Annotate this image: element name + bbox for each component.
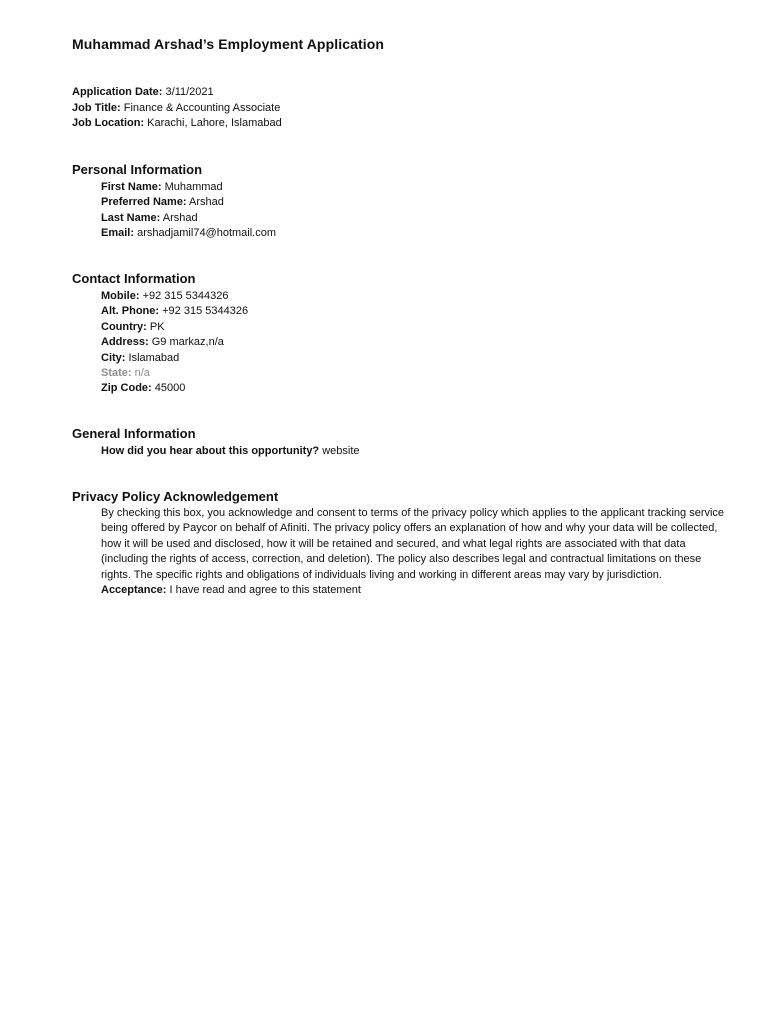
application-date-value: 3/11/2021 <box>165 86 214 98</box>
last-name-row <box>101 211 276 226</box>
job-title-label: Job Title: <box>72 101 121 114</box>
city-value: Islamabad <box>128 351 180 364</box>
country-label: Country: <box>101 320 147 333</box>
referral-answer: website <box>322 445 360 457</box>
referral-question: How did you hear about this opportunity? <box>101 445 320 457</box>
contact-information-fields <box>101 289 248 397</box>
zip-code-row <box>101 381 248 396</box>
alt-phone-label: Alt. Phone: <box>101 305 160 318</box>
alt-phone-value: +92 315 5344326 <box>162 305 249 318</box>
first-name-row <box>101 180 276 195</box>
job-location-row <box>72 116 282 132</box>
alt-phone-row <box>101 304 248 319</box>
city-label: City: <box>101 351 126 364</box>
zip-code-label: Zip Code: <box>101 382 152 395</box>
state-value: n/a <box>134 367 150 380</box>
state-label: State: <box>101 367 132 380</box>
personal-information-heading: Personal Information <box>72 162 203 177</box>
mobile-value: +92 315 5344326 <box>142 290 229 302</box>
last-name-label: Last Name: <box>101 211 161 224</box>
country-value: PK <box>149 320 165 333</box>
job-title-row <box>72 101 282 117</box>
address-label: Address: <box>101 336 149 349</box>
privacy-policy-text: By checking this box, you acknowledge and consent to terms of the privacy policy which applies to the applicant tracking service being offered by Paycor on behalf of Afiniti. The privacy policy offers an explanation of how and why your data will be collected, how it will be used and disclosed, how it will be retained and secured, and what legal rights are associated with that data (including the rights of access, correction, and deletion). The policy also describes legal and contractual limitations on these rights. The specific rights and obligations of individuals living and working in different areas may vary by jurisdiction. <box>101 507 725 581</box>
mobile-label: Mobile: <box>101 290 140 302</box>
privacy-policy-body <box>101 506 731 598</box>
general-information-heading: General Information <box>72 426 196 441</box>
address-row <box>101 335 248 350</box>
email-label: Email: <box>101 227 135 240</box>
personal-information-fields <box>101 180 276 242</box>
job-title-value: Finance & Accounting Associate <box>123 101 281 114</box>
zip-code-value: 45000 <box>154 382 186 395</box>
job-location-value: Karachi, Lahore, Islamabad <box>147 117 282 130</box>
page-title: Muhammad Arshad’s Employment Application <box>72 36 385 52</box>
application-meta <box>72 85 282 132</box>
last-name-value: Arshad <box>162 211 198 224</box>
mobile-row <box>101 289 248 304</box>
referral-source-row <box>101 444 360 459</box>
preferred-name-row <box>101 195 276 210</box>
email-value: arshadjamil74@hotmail.com <box>137 227 277 240</box>
preferred-name-label: Preferred Name: <box>101 196 187 209</box>
acceptance-value: I have read and agree to this statement <box>169 584 361 597</box>
application-date-row <box>72 85 282 101</box>
contact-information-heading: Contact Information <box>72 271 196 286</box>
first-name-label: First Name: <box>101 181 162 193</box>
preferred-name-value: Arshad <box>189 196 224 209</box>
application-date-label: Application Date: <box>72 86 163 98</box>
city-row <box>101 351 248 366</box>
state-row <box>101 366 248 381</box>
first-name-value: Muhammad <box>164 181 223 193</box>
acceptance-label: Acceptance: <box>101 584 167 597</box>
job-location-label: Job Location: <box>72 117 145 130</box>
acceptance-row <box>101 583 731 598</box>
privacy-policy-heading: Privacy Policy Acknowledgement <box>72 489 279 504</box>
country-row <box>101 320 248 335</box>
email-row <box>101 226 276 241</box>
general-information-fields <box>101 444 360 459</box>
address-value: G9 markaz,n/a <box>151 336 224 349</box>
